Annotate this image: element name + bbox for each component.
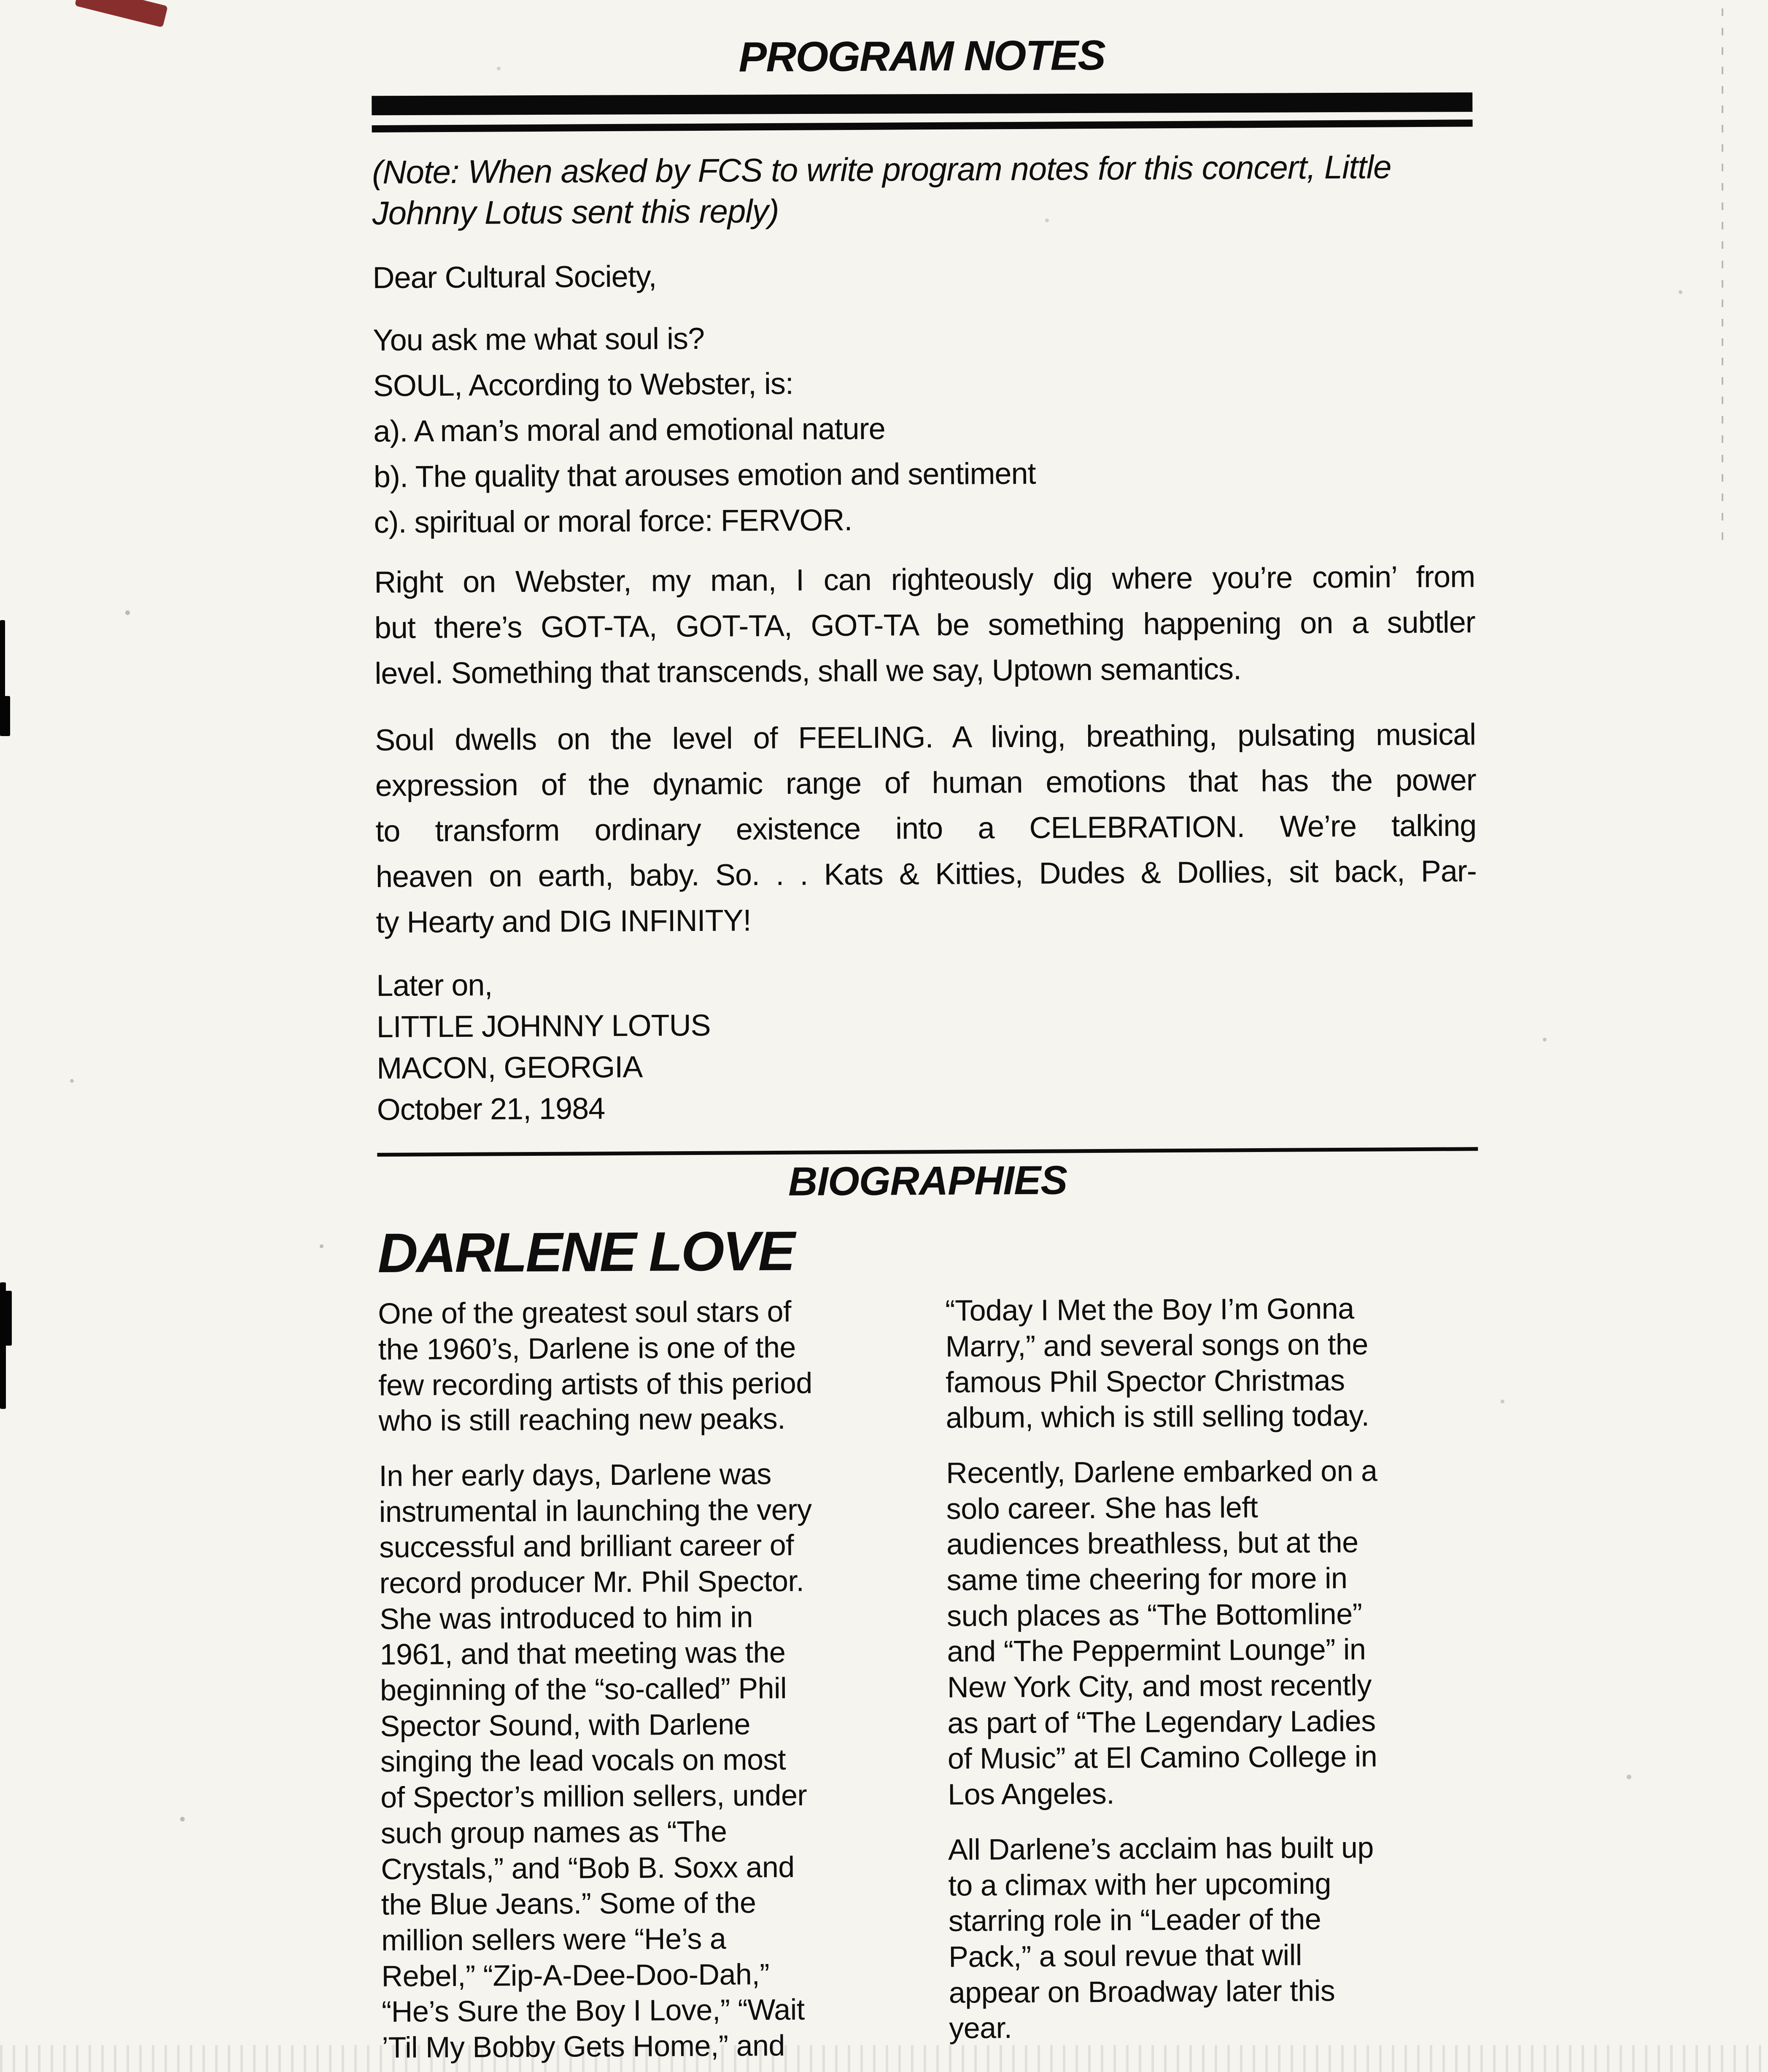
text-line: as part of “The Legendary Ladies xyxy=(947,1704,1376,1740)
text-line: expression of the dynamic range of human emotions that has the power xyxy=(375,763,1476,803)
text-line: of Spector’s million sellers, under xyxy=(380,1778,807,1814)
double-rule-bottom xyxy=(372,119,1473,132)
text-line: a). A man’s moral and emotional nature xyxy=(373,412,885,449)
text-line: few recording artists of this period xyxy=(378,1366,812,1402)
text-line: All Darlene’s acclaim has built up xyxy=(948,1831,1374,1866)
text-line: appear on Broadway later this xyxy=(949,1974,1335,2009)
text-line: MACON, GEORGIA xyxy=(377,1050,643,1086)
text-line: solo career. She has left xyxy=(946,1490,1258,1525)
text-line: Recently, Darlene embarked on a xyxy=(946,1454,1377,1489)
text-line: and “The Peppermint Lounge” in xyxy=(947,1633,1366,1668)
artist-name: DARLENE LOVE xyxy=(377,1219,794,1284)
text-line: Rebel,” “Zip-A-Dee-Doo-Dah,” xyxy=(381,1957,770,1993)
text-line: One of the greatest soul stars of xyxy=(378,1295,792,1330)
bio-right-paragraph-2 xyxy=(946,1452,1481,1812)
text-line: to a climax with her upcoming xyxy=(948,1867,1331,1902)
biographies-title: BIOGRAPHIES xyxy=(788,1157,1067,1204)
page-content xyxy=(371,0,1483,2066)
text-line: million sellers were “He’s a xyxy=(381,1922,726,1957)
text-line: Pack,” a soul revue that will xyxy=(949,1938,1302,1973)
bio-left-paragraph-2 xyxy=(379,1455,916,2065)
text-line: audiences breathless, but at the xyxy=(946,1526,1358,1561)
text-line: album, which is still selling today. xyxy=(946,1399,1369,1435)
program-notes-title: PROGRAM NOTES xyxy=(738,31,1105,81)
text-line: to transform ordinary existence into a CELEBRATION. We’re talking xyxy=(375,809,1477,849)
bio-column-right xyxy=(945,1290,1483,2062)
text-line: successful and brilliant career of xyxy=(379,1529,794,1564)
text-line: Marry,” and several songs on the xyxy=(945,1327,1368,1363)
text-line: LITTLE JOHNNY LOTUS xyxy=(376,1009,711,1044)
text-line: same time cheering for more in xyxy=(946,1561,1348,1597)
text-line: the Blue Jeans.” Some of the xyxy=(381,1886,756,1921)
bio-right-paragraph-3 xyxy=(948,1829,1483,2046)
text-line: Right on Webster, my man, I can righteously dig where you’re comin’ from xyxy=(374,560,1475,600)
text-line: b). The quality that arouses emotion and sentiment xyxy=(373,457,1036,494)
text-line: level. Something that transcends, shall we say, Uptown semantics. xyxy=(375,652,1242,691)
bio-left-paragraph-1 xyxy=(378,1293,912,1439)
text-line: year. xyxy=(949,2011,1012,2045)
binding-mark xyxy=(0,1291,12,1346)
text-line: record producer Mr. Phil Spector. xyxy=(379,1564,804,1600)
section-divider xyxy=(377,1147,1478,1157)
double-rule-top xyxy=(372,92,1472,115)
text-line: 1961, and that meeting was the xyxy=(380,1636,786,1671)
text-line: heaven on earth, baby. So. . . Kats & Kitties, Dudes & Dollies, sit back, Par- xyxy=(375,854,1477,894)
webster-definitions xyxy=(373,403,1475,546)
editor-note xyxy=(372,146,1473,233)
text-line: Spector Sound, with Darlene xyxy=(380,1708,751,1743)
text-line: who is still reaching new peaks. xyxy=(378,1402,786,1438)
text-line: Crystals,” and “Bob B. Soxx and xyxy=(380,1850,795,1886)
bio-right-paragraph-1 xyxy=(945,1290,1480,1435)
text-line: c). spiritual or moral force: FERVOR. xyxy=(374,503,852,540)
letter-paragraph-1 xyxy=(374,554,1476,697)
text-line: “Today I Met the Boy I’m Gonna xyxy=(945,1292,1354,1327)
text-line: beginning of the “so-called” Phil xyxy=(380,1671,787,1707)
text-line: famous Phil Spector Christmas xyxy=(945,1363,1345,1399)
letter-salutation: Dear Cultural Society, xyxy=(372,259,657,295)
scan-speckles xyxy=(0,0,2,2)
text-line: SOUL, According to Webster, is: xyxy=(373,367,794,403)
text-line: instrumental in launching the very xyxy=(379,1493,812,1528)
text-line: ty Hearty and DIG INFINITY! xyxy=(376,904,751,940)
text-line: “He’s Sure the Boy I Love,” “Wait xyxy=(381,1993,805,2029)
text-line: but there’s GOT-TA, GOT-TA, GOT-TA be something happening on a subtler xyxy=(374,605,1475,645)
scan-edge-noise xyxy=(1722,0,1723,540)
text-line: (Note: When asked by FCS to write program notes for this concert, Little xyxy=(372,148,1391,191)
letter-closing xyxy=(376,960,1478,1131)
letter-paragraph-2 xyxy=(375,712,1477,946)
text-line: singing the lead vocals on most xyxy=(380,1743,786,1778)
binding-mark xyxy=(0,696,10,736)
text-line: She was introduced to him in xyxy=(379,1600,753,1635)
bio-column-left xyxy=(378,1293,916,2066)
text-line: October 21, 1984 xyxy=(377,1092,605,1127)
text-line: New York City, and most recently xyxy=(947,1668,1372,1704)
text-line: In her early days, Darlene was xyxy=(379,1457,771,1492)
text-line: You ask me what soul is? xyxy=(373,322,705,358)
text-line: the 1960’s, Darlene is one of the xyxy=(378,1330,796,1366)
text-line: Los Angeles. xyxy=(948,1777,1115,1811)
text-line: such places as “The Bottomline” xyxy=(946,1597,1362,1632)
bio-columns xyxy=(378,1290,1483,2065)
scan-mark-red xyxy=(75,0,168,27)
letter-question xyxy=(373,312,1474,409)
text-line: of Music” at El Camino College in xyxy=(947,1740,1377,1775)
text-line: starring role in “Leader of the xyxy=(948,1902,1321,1938)
text-line: Soul dwells on the level of FEELING. A living, breathing, pulsating musical xyxy=(375,718,1476,758)
text-line: ’Til My Bobby Gets Home,” and xyxy=(382,2029,785,2064)
text-line: Later on, xyxy=(376,968,493,1003)
text-line: such group names as “The xyxy=(380,1815,727,1850)
text-line: Johnny Lotus sent this reply) xyxy=(372,192,779,232)
